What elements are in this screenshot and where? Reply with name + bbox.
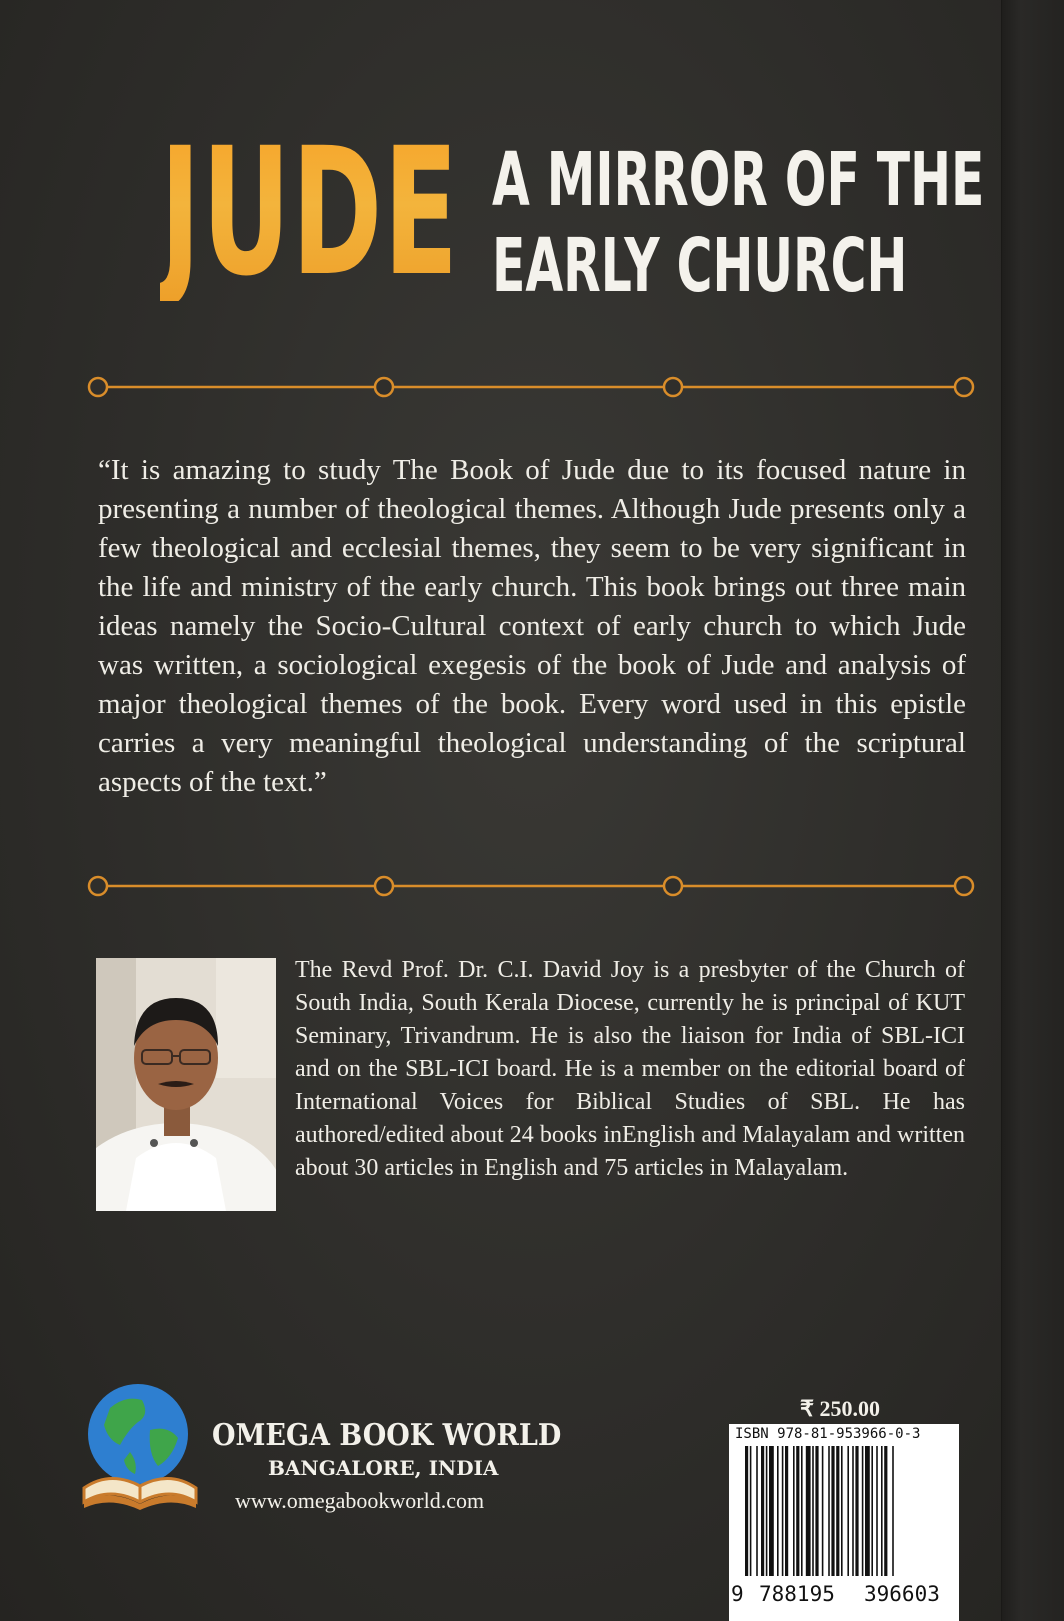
blurb-quote: “It is amazing to study The Book of Jude due to its focused nature in presenting a number of theological themes. Although Jude presents only a few theological and ecclesial themes, they seem to be very significant in the life and ministry of the early church. This book brings out three main ideas namely the Socio-Cultural context of early church to which Jude was written, a sociological exegesis of the book of Jude and analysis of major theological themes of the book. Every word used in this epistle carries a very meaningful theological understanding of the scriptural aspects of the text.” (98, 454, 966, 798)
barcode-bars-icon (729, 1446, 959, 1576)
publisher-name: OMEGA BOOK WORLD (212, 1418, 562, 1453)
isbn-barcode (729, 1424, 959, 1621)
title-subtitle (492, 137, 984, 309)
author-bio: The Revd Prof. Dr. C.I. David Joy is a presbyter of the Church of South India, South Kerala Diocese, currently he is principal of KUT Seminary, Trivandrum. He is also the liaison for India of SBL-ICI and on the SBL-ICI board. He is a member on the editorial board of International Voices for Biblical Studies of SBL. He has authored/edited about 24 books inEnglish and Malayalam and written about 30 articles in English and 75 articles in Malayalam. (295, 957, 965, 1181)
spine-edge (1001, 0, 1064, 1621)
barcode-digit-first: 9 (731, 1582, 744, 1606)
subtitle-line-1: A MIRROR OF THE (492, 137, 985, 223)
publisher-url: www.omegabookworld.com (235, 1488, 485, 1513)
barcode-digits-right: 396603 (864, 1582, 940, 1606)
isbn-label: ISBN 978-81-953966-0-3 (735, 1426, 921, 1442)
title-main: JUDE (160, 110, 460, 315)
subtitle-line-2: EARLY CHURCH (492, 223, 908, 309)
globe-book-logo-icon (80, 1370, 200, 1518)
ornament-divider-bottom (86, 873, 976, 899)
publisher-city: BANGALORE, INDIA (268, 1456, 499, 1480)
author-photo (96, 958, 276, 1211)
ornament-divider-top (86, 374, 976, 400)
price-label: ₹ 250.00 (800, 1396, 880, 1421)
barcode-digits-left: 788195 (759, 1582, 835, 1606)
